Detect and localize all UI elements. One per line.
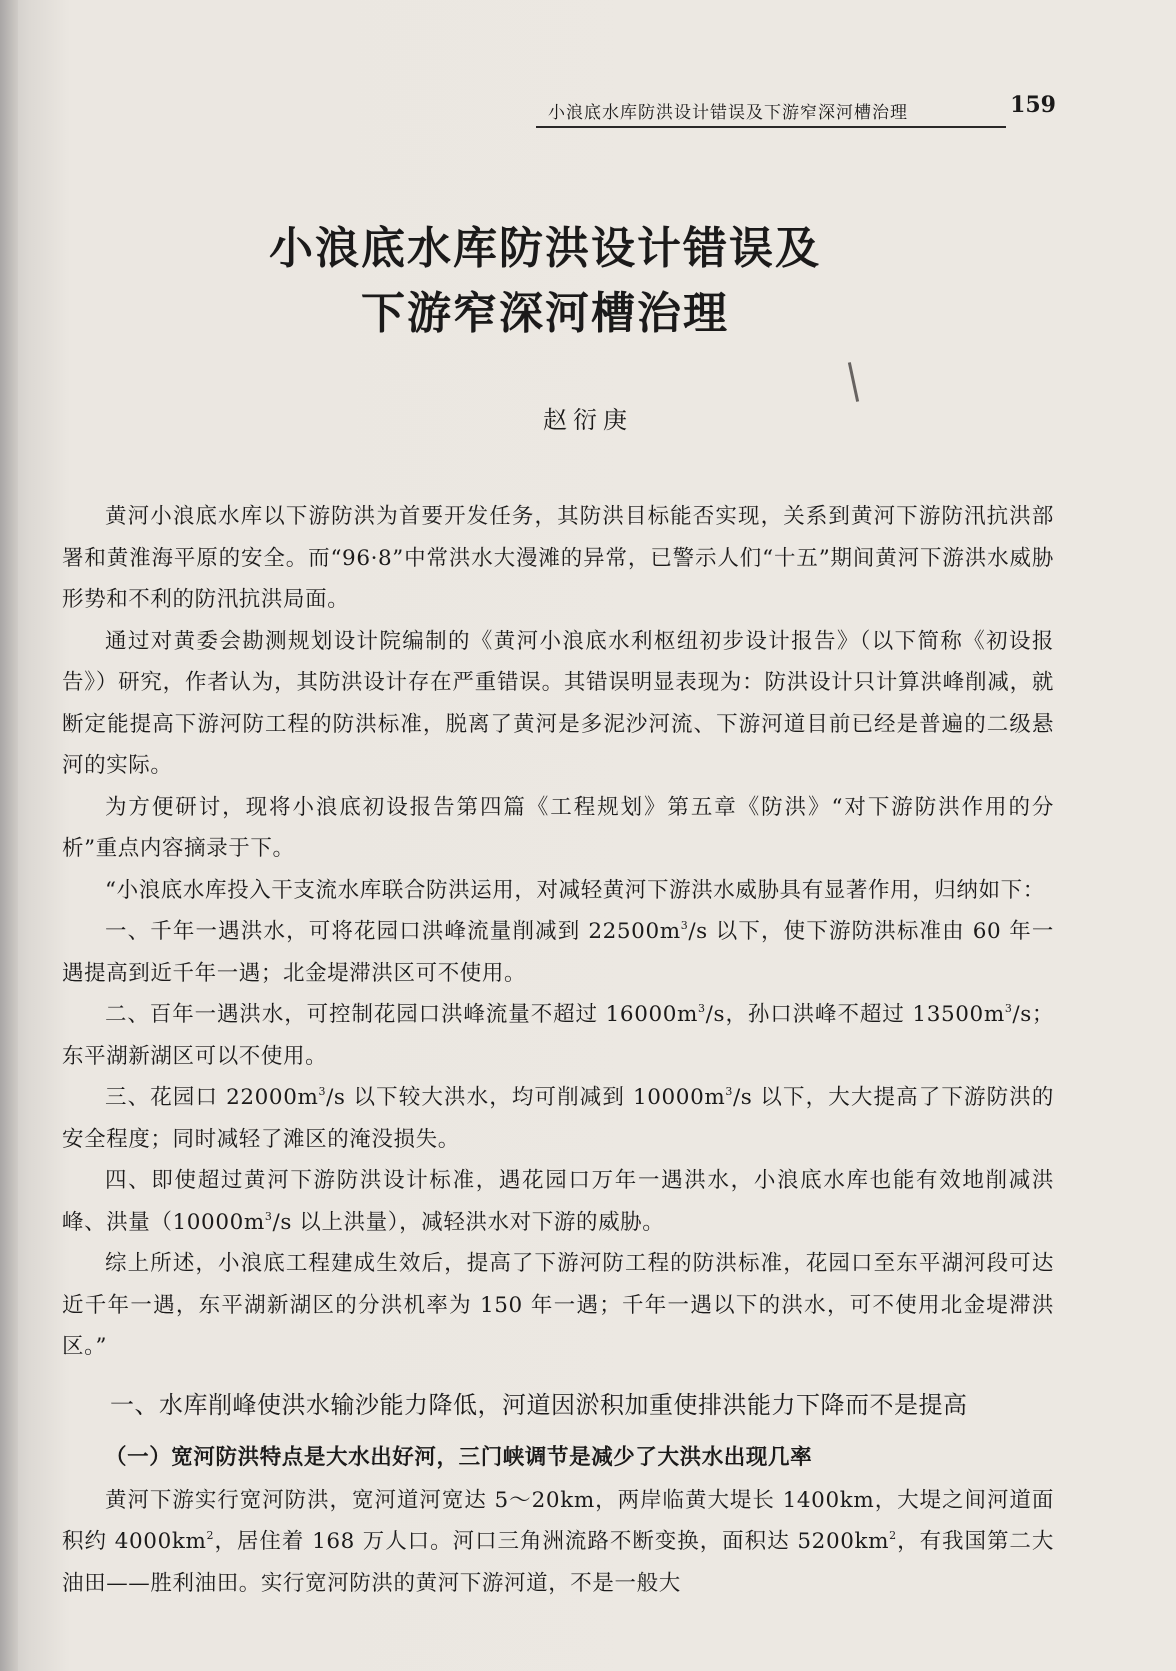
subsection-heading: （一）宽河防洪特点是大水出好河，三门峡调节是减少了大洪水出现几率 — [105, 1444, 813, 1470]
superscript: 2 — [206, 1529, 215, 1542]
text-span: /s 以下较大洪水，均可削减到 10000m — [326, 1085, 726, 1110]
text-span: 二、百年一遇洪水，可控制花园口洪峰流量不超过 16000m — [105, 1002, 699, 1027]
paragraph: 为方便研讨，现将小浪底初设报告第四篇《工程规划》第五章《防洪》“对下游防洪作用的分析”重点内容摘录于下。 — [62, 794, 1054, 861]
text-span: ，有我国第二大油田——胜利油田。实行宽河防洪的黄河下游河道，不是一般大 — [62, 1529, 1054, 1596]
text-span: /s；东平湖新湖区可以不使用。 — [62, 1002, 1054, 1069]
page-number: 159 — [1010, 92, 1056, 118]
paragraph — [62, 1480, 1054, 1605]
book-spine-shadow — [0, 0, 18, 1671]
superscript: 3 — [264, 1209, 273, 1223]
superscript: 3 — [680, 919, 689, 932]
quote-item-3 — [62, 1077, 1054, 1160]
header-rule — [536, 126, 1006, 128]
quote-item-2 — [62, 994, 1054, 1077]
article-title-line-1: 小浪底水库防洪设计错误及 — [269, 223, 821, 274]
superscript: 3 — [318, 1085, 327, 1098]
paragraph: 通过对黄委会勘测规划设计院编制的《黄河小浪底水利枢纽初步设计报告》（以下简称《初设报告》）研究，作者认为，其防洪设计存在严重错误。其错误明显表现为：防洪设计只计算洪峰削减，就断定能提高下游河防工程的防洪标准，脱离了黄河是多泥沙河流、下游河道目前已经是普遍的二级悬河的实际。 — [62, 628, 1054, 778]
superscript: 3 — [698, 1002, 706, 1015]
text-span: /s，孙口洪峰不超过 13500m — [705, 1002, 1005, 1027]
running-title: 小浪底水库防洪设计错误及下游窄深河槽治理 — [548, 103, 908, 123]
author-name: 赵衍庚 — [543, 406, 633, 434]
superscript: 2 — [889, 1529, 897, 1542]
quote-item-1 — [62, 911, 1054, 994]
article-title-line-2: 下游窄深河槽治理 — [361, 288, 729, 339]
superscript: 3 — [1004, 1002, 1013, 1015]
running-header — [536, 92, 1056, 128]
text-span: /s 以上洪量），减轻洪水对下游的威胁。 — [272, 1209, 665, 1235]
section-heading: 一、水库削峰使洪水输沙能力降低，河道因淤积加重使排洪能力下降而不是提高 — [110, 1390, 968, 1419]
text-span: 一、千年一遇洪水，可将花园口洪峰流量削减到 22500m — [105, 919, 681, 944]
superscript: 3 — [725, 1085, 733, 1098]
text-span: 四、即使超过黄河下游防洪设计标准，遇花园口万年一遇洪水，小浪底水库也能有效地削减洪峰、洪量（10000m — [62, 1168, 1054, 1235]
text-span: /s 以下，使下游防洪标准由 60 年一遇提高到近千年一遇；北金堤滞洪区可不使用。 — [62, 919, 1055, 986]
quote-item-4 — [62, 1160, 1054, 1243]
quote-summary: 综上所述，小浪底工程建成生效后，提高了下游河防工程的防洪标准，花园口至东平湖河段可达近千年一遇，东平湖新湖区的分洪机率为 150 年一遇；千年一遇以下的洪水，可不使用北金堤滞洪区。” — [62, 1251, 1054, 1359]
paragraph: 黄河小浪底水库以下游防洪为首要开发任务，其防洪目标能否实现，关系到黄河下游防汛抗洪部署和黄淮海平原的安全。而“96·8”中常洪水大漫滩的异常，已警示人们“十五”期间黄河下游洪水威胁形势和不利的防汛抗洪局面。 — [62, 504, 1054, 612]
text-span: 黄河下游实行宽河防洪，宽河道河宽达 5～20km，两岸临黄大堤长 1400km，大堤之间河道面积约 4000km — [62, 1487, 1054, 1554]
article-body — [62, 496, 1054, 1604]
pen-mark — [848, 362, 859, 402]
text-span: /s 以下，大大提高了下游防洪的安全程度；同时减轻了滩区的淹没损失。 — [62, 1085, 1054, 1152]
text-span: 三、花园口 22000m — [105, 1085, 319, 1110]
quote-lead: “小浪底水库投入干支流水库联合防洪运用，对减轻黄河下游洪水威胁具有显著作用，归纳如下： — [105, 877, 1045, 903]
text-span: ，居住着 168 万人口。河口三角洲流路不断变换，面积达 5200km — [214, 1529, 890, 1554]
